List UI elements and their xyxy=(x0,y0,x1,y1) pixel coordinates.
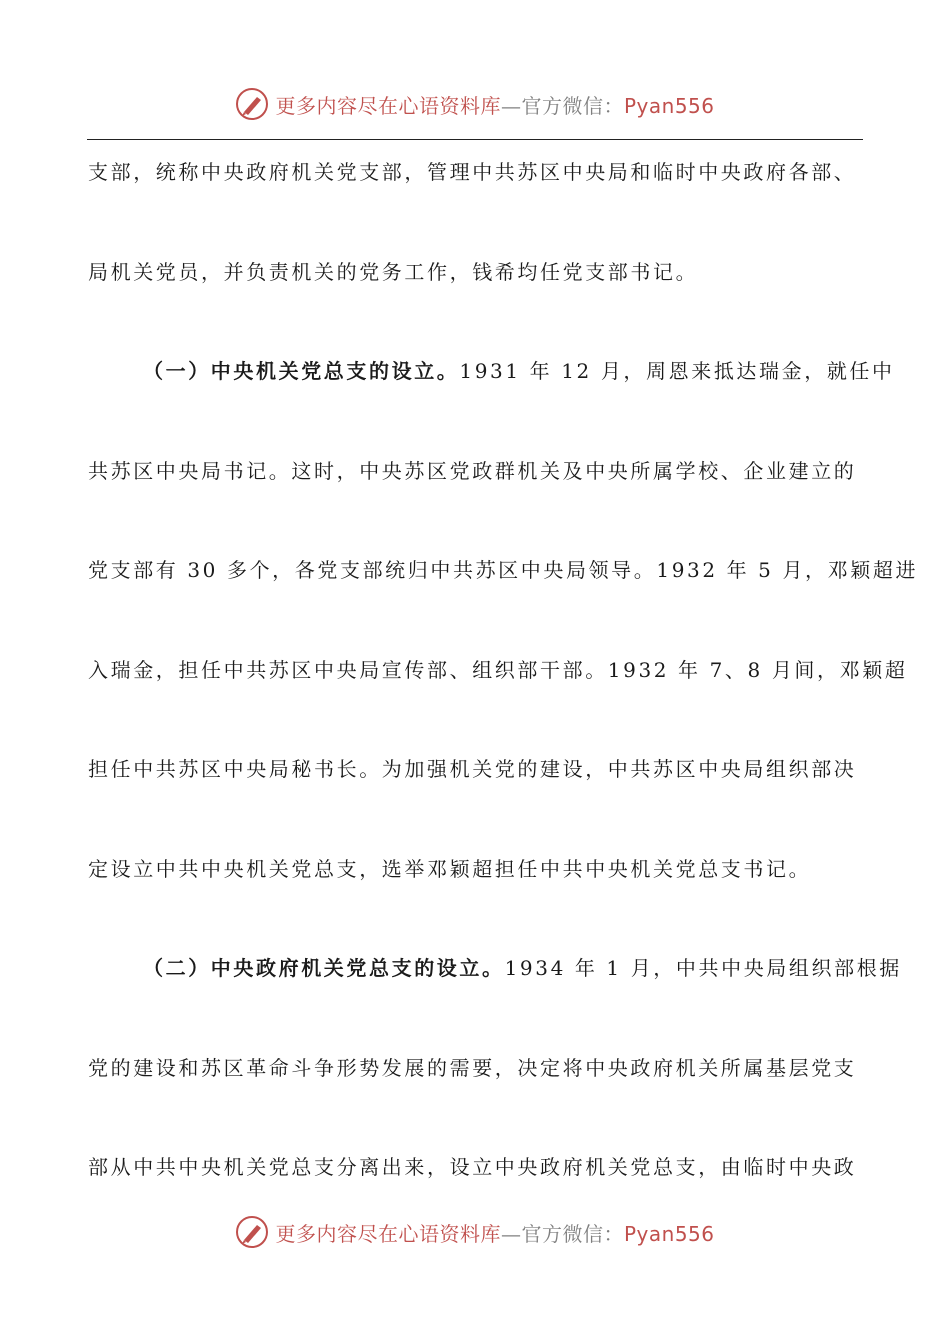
document-body xyxy=(88,150,919,1245)
footer-banner-official: —官方微信： xyxy=(500,1221,624,1246)
section-heading: （二）中央政府机关党总支的设立。 xyxy=(143,956,505,980)
header-banner-official: —官方微信： xyxy=(500,93,624,118)
line-text: 部从中共中央机关党总支分离出来，设立中央政府机关党总支，由临时中央政 xyxy=(88,1155,857,1179)
footer-banner-main: 更多内容尽在心语资料库 xyxy=(275,1221,501,1246)
line-text: 入瑞金，担任中共苏区中央局宣传部、组织部干部。1932 年 7、8 月间，邓颖超 xyxy=(88,657,908,682)
line-text: 党的建设和苏区革命斗争形势发展的需要，决定将中央政府机关所属基层党支 xyxy=(88,1055,857,1080)
line-text: 定设立中共中央机关党总支，选举邓颖超担任中共中央机关党总支书记。 xyxy=(88,856,812,881)
header-banner-main: 更多内容尽在心语资料库 xyxy=(275,93,501,118)
body-line xyxy=(88,150,862,250)
body-line xyxy=(88,449,862,549)
header-rule xyxy=(87,139,863,140)
line-text: 担任中共苏区中央局秘书长。为加强机关党的建设，中共苏区中央局组织部决 xyxy=(88,757,857,781)
pen-logo-icon xyxy=(235,1215,269,1249)
pen-logo-icon xyxy=(235,87,269,121)
line-text: 共苏区中央局书记。这时，中央苏区党政群机关及中央所属学校、企业建立的 xyxy=(88,458,857,483)
body-line xyxy=(88,250,862,350)
line-text: 支部，统称中央政府机关党支部，管理中共苏区中央局和临时中央政府各部、 xyxy=(88,160,857,184)
body-line xyxy=(88,847,862,947)
section-heading-line xyxy=(88,349,895,449)
body-line xyxy=(88,548,919,648)
header-banner xyxy=(0,84,950,124)
header-banner-wechat: Pyan556 xyxy=(623,93,715,118)
section-heading: （一）中央机关党总支的设立。 xyxy=(143,359,460,383)
line-text: 党支部有 30 多个，各党支部统归中共苏区中央局领导。1932 年 5 月，邓颖超进 xyxy=(88,558,919,582)
footer-banner xyxy=(0,1212,950,1252)
line-text: 1931 年 12 月，周恩来抵达瑞金，就任中 xyxy=(459,359,895,383)
body-line xyxy=(88,747,862,847)
section-heading-line xyxy=(88,946,902,1046)
body-line xyxy=(88,648,908,748)
line-text: 局机关党员，并负责机关的党务工作，钱希均任党支部书记。 xyxy=(88,259,699,284)
header-banner-text xyxy=(275,90,714,119)
footer-banner-text xyxy=(275,1218,714,1247)
footer-banner-wechat: Pyan556 xyxy=(623,1221,715,1246)
body-line xyxy=(88,1046,862,1146)
line-text: 1934 年 1 月，中共中央局组织部根据 xyxy=(504,956,902,980)
